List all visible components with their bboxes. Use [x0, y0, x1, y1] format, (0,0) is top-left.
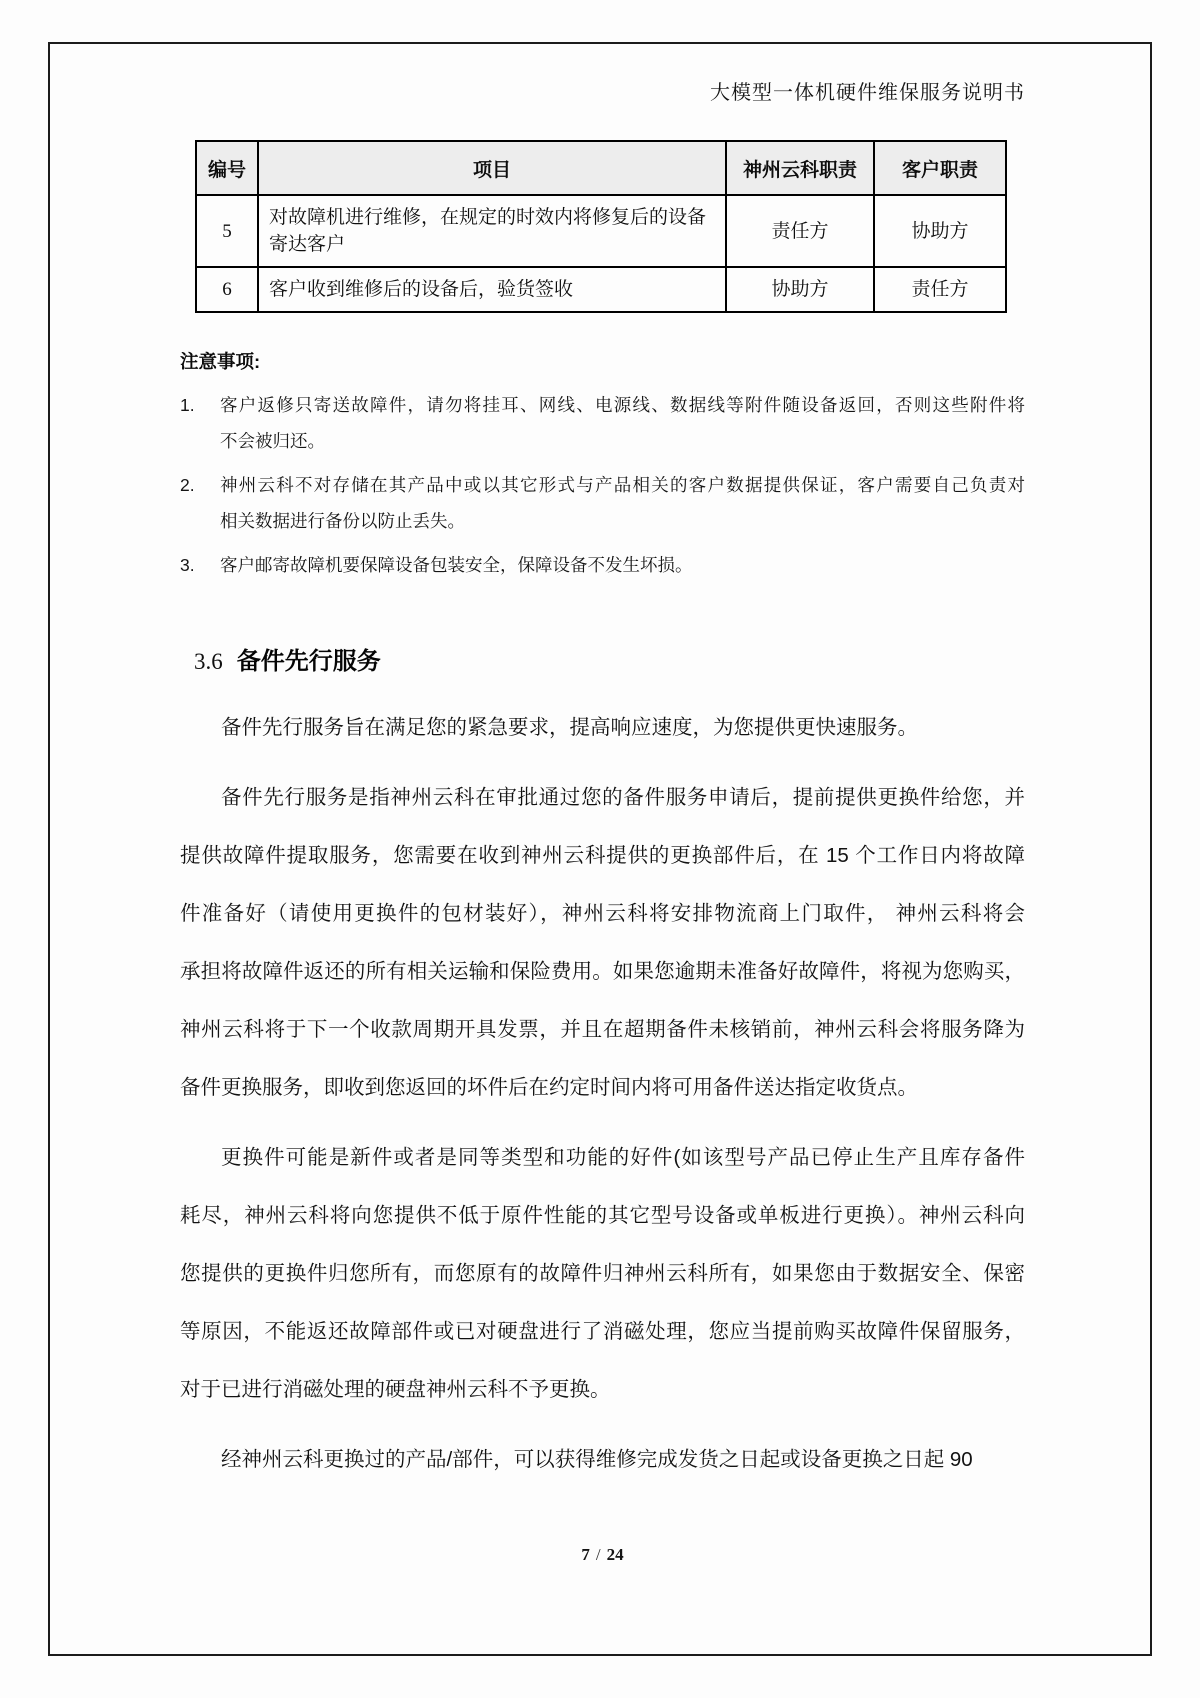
row-customer-duty: 责任方 [874, 267, 1006, 312]
paragraph-line: 等原因，不能返还故障部件或已对硬盘进行了消磁处理，您应当提前购买故障件保留服务， [180, 1320, 1025, 1343]
notes-heading: 注意事项: [180, 351, 261, 372]
paragraph-line: 耗尽，神州云科将向您提供不低于原件性能的其它型号设备或单板进行更换）。神州云科向 [180, 1204, 1025, 1227]
note-marker: 3. [180, 555, 195, 575]
table-header-item: 项目 [258, 141, 726, 195]
page-content [180, 80, 1025, 1489]
table-header-number: 编号 [196, 141, 258, 195]
row-vendor-duty: 协助方 [726, 267, 874, 312]
row-number: 5 [196, 195, 258, 267]
notes-list [180, 387, 1025, 583]
paragraph-line: 件准备好（请使用更换件的包材装好），神州云科将安排物流商上门取件， 神州云科将会 [180, 902, 1025, 925]
note-text [220, 547, 1025, 583]
note-marker: 1. [180, 395, 195, 415]
paragraph [180, 1431, 1025, 1489]
note-line: 客户邮寄故障机要保障设备包装安全，保障设备不发生坏损。 [220, 555, 693, 575]
paragraph-line: 备件先行服务旨在满足您的紧急要求，提高响应速度，为您提供更快速服务。 [221, 716, 918, 739]
section-number: 3.6 [194, 649, 223, 674]
paragraph-line: 您提供的更换件归您所有，而您原有的故障件归神州云科所有，如果您由于数据安全、保密 [180, 1262, 1025, 1285]
note-text [220, 387, 1025, 459]
note-line: 客户返修只寄送故障件，请勿将挂耳、网线、电源线、数据线等附件随设备返回，否则这些附件将 [220, 395, 1025, 415]
paragraph [180, 769, 1025, 1117]
responsibility-table [195, 140, 1007, 313]
paragraph-line: 对于已进行消磁处理的硬盘神州云科不予更换。 [180, 1378, 611, 1401]
paragraph-line: 备件更换服务，即收到您返回的坏件后在约定时间内将可用备件送达指定收货点。 [180, 1076, 918, 1099]
paragraph [180, 699, 1025, 757]
paragraph [180, 1129, 1025, 1419]
note-line: 不会被归还。 [220, 431, 325, 451]
note-item [180, 547, 1025, 583]
page-number-total: 24 [606, 1545, 624, 1564]
table-header-customer-duty: 客户职责 [874, 141, 1006, 195]
note-item [180, 387, 1025, 459]
page-number-current: 7 [581, 1545, 590, 1564]
note-item [180, 467, 1025, 539]
row-number: 6 [196, 267, 258, 312]
section-title: 备件先行服务 [236, 648, 381, 675]
row-vendor-duty: 责任方 [726, 195, 874, 267]
paragraph-line: 神州云科将于下一个收款周期开具发票，并且在超期备件未核销前，神州云科会将服务降为 [180, 1018, 1025, 1041]
paragraph-line: 提供故障件提取服务，您需要在收到神州云科提供的更换部件后，在 15 个工作日内将故障 [180, 844, 1025, 867]
note-line: 相关数据进行备份以防止丢失。 [220, 511, 465, 531]
section-body [180, 699, 1025, 1489]
paragraph-line: 承担将故障件返还的所有相关运输和保险费用。如果您逾期未准备好故障件，将视为您购买， [180, 960, 1025, 983]
row-item: 对故障机进行维修，在规定的时效内将修复后的设备寄达客户 [258, 195, 726, 267]
paragraph-line: 备件先行服务是指神州云科在审批通过您的备件服务申请后，提前提供更换件给您，并 [221, 786, 1025, 809]
table-row [196, 195, 1006, 267]
row-item: 客户收到维修后的设备后，验货签收 [258, 267, 726, 312]
note-line: 神州云科不对存储在其产品中或以其它形式与产品相关的客户数据提供保证，客户需要自己负责对 [220, 475, 1025, 495]
note-marker: 2. [180, 475, 195, 495]
row-customer-duty: 协助方 [874, 195, 1006, 267]
page-number-separator: / [595, 1545, 601, 1564]
paragraph-line: 更换件可能是新件或者是同等类型和功能的好件(如该型号产品已停止生产且库存备件 [221, 1146, 1025, 1169]
paragraph-line: 经神州云科更换过的产品/部件，可以获得维修完成发货之日起或设备更换之日起 90 [221, 1448, 973, 1471]
page-footer [180, 1545, 1025, 1565]
note-text [220, 467, 1025, 539]
table-row [196, 267, 1006, 312]
table-header-row [196, 141, 1006, 195]
section-heading [180, 645, 1025, 679]
document-header-title: 大模型一体机硬件维保服务说明书 [710, 82, 1025, 104]
table-header-vendor-duty: 神州云科职责 [726, 141, 874, 195]
